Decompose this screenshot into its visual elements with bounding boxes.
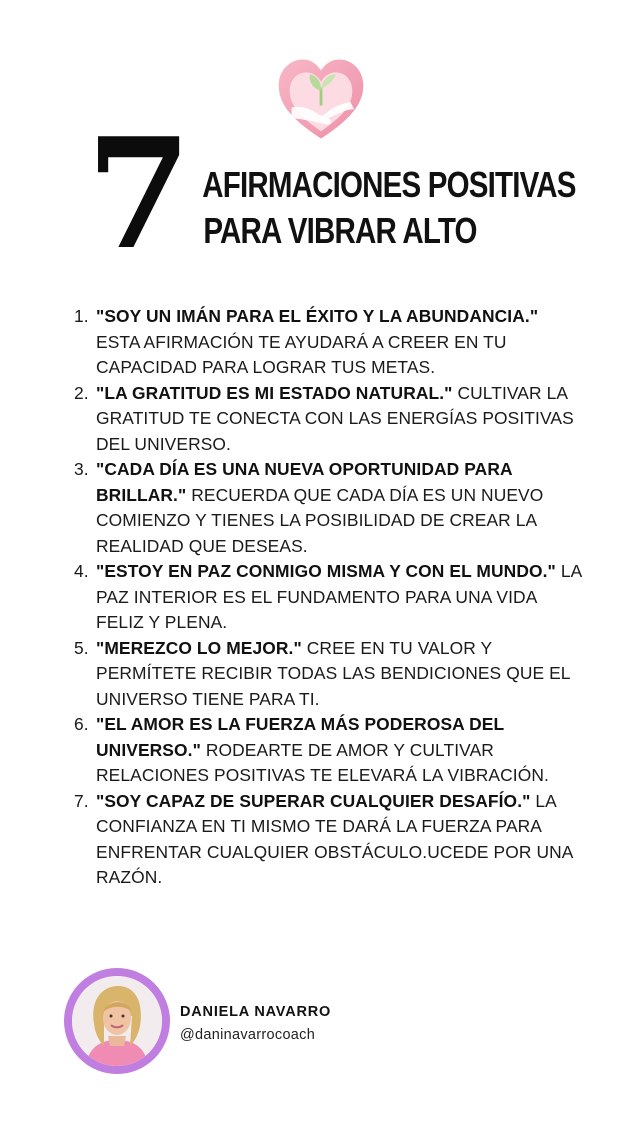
affirmation-number: 1. [74,306,89,326]
affirmation-text: LA CONFIANZA EN TI MISMO TE DARÁ LA FUERZA PARA ENFRENTAR CUALQUIER OBSTÁCULO.UCEDE POR UNA RAZÓN. [96,790,573,887]
big-number-seven: 7 [86,104,188,283]
affirmation-number: 6. [74,714,89,734]
avatar [72,976,162,1066]
affirmation-quote: "CADA DÍA ES UNA NUEVA OPORTUNIDAD PARA BRILLAR." [96,459,512,505]
author-card [64,968,331,1074]
affirmation-quote: "LA GRATITUD ES MI ESTADO NATURAL." [96,382,453,403]
title-line-1: AFIRMACIONES POSITIVAS [202,164,576,205]
heart-hands-sprout-icon [275,54,367,146]
affirmation-item-3 [74,457,584,559]
affirmation-number: 2. [74,382,89,403]
affirmation-quote: "SOY UN IMÁN PARA EL ÉXITO Y LA ABUNDANCIA." [96,306,539,326]
affirmation-item-6 [74,712,584,789]
affirmation-number: 7. [74,790,89,811]
affirmation-item-1 [74,304,584,381]
affirmation-text: CREE EN TU VALOR Y PERMÍTETE RECIBIR TODAS LAS BENDICIONES QUE EL UNIVERSO TIENE PARA TI. [96,637,570,709]
affirmation-quote: "MEREZCO LO MEJOR." [96,637,302,658]
affirmation-number: 3. [74,459,89,479]
affirmation-item-2 [74,381,584,458]
affirmation-list [74,304,584,891]
affirmation-quote: "EL AMOR ES LA FUERZA MÁS PODEROSA DEL UNIVERSO." [96,714,504,760]
affirmation-text: LA PAZ INTERIOR ES EL FUNDAMENTO PARA UNA VIDA FELIZ Y PLENA. [96,561,582,632]
affirmation-text: RODEARTE DE AMOR Y CULTIVAR RELACIONES POSITIVAS TE ELEVARÁ LA VIBRACIÓN. [96,739,549,785]
affirmation-quote: "SOY CAPAZ DE SUPERAR CUALQUIER DESAFÍO." [96,790,531,811]
author-info [180,1001,331,1047]
author-handle: @daninavarrocoach [180,1027,316,1043]
affirmation-item-5 [74,636,584,713]
affirmation-quote: "ESTOY EN PAZ CONMIGO MISMA Y CON EL MUNDO." [96,561,556,581]
author-name: DANIELA NAVARRO [180,1004,332,1020]
affirmation-text: RECUERDA QUE CADA DÍA ES UN NUEVO COMIENZO Y TIENES LA POSIBILIDAD DE CREAR LA REALIDAD QUE DESEAS. [96,484,544,556]
affirmation-number: 5. [74,637,89,658]
affirmation-text: ESTA AFIRMACIÓN TE AYUDARÁ A CREER EN TU CAPACIDAD PARA LOGRAR TUS METAS. [96,331,507,377]
page-title [172,162,576,254]
affirmation-item-7 [74,789,584,891]
affirmation-text: CULTIVAR LA GRATITUD TE CONECTA CON LAS ENERGÍAS POSITIVAS DEL UNIVERSO. [96,382,574,454]
affirmation-item-4 [74,559,584,636]
title-line-2: PARA VIBRAR ALTO [203,210,477,251]
affirmation-number: 4. [74,561,89,581]
avatar-portrait-icon [72,976,162,1066]
avatar-ring [64,968,170,1074]
